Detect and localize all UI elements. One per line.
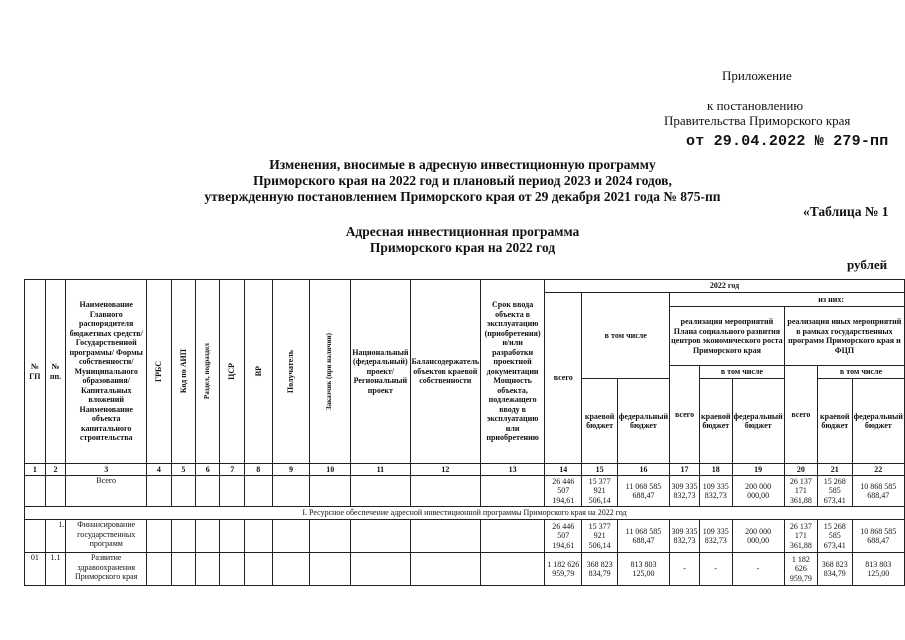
row-total-c22: 10 868 585 688,47 <box>852 476 904 507</box>
to-decree-label: к постановлению <box>707 98 804 113</box>
row-health-c14: 1 182 626 959,79 <box>545 553 582 586</box>
row-fin-c17: 309 335 832,73 <box>670 520 700 553</box>
header-section-text: Раздел, подраздел <box>203 343 211 400</box>
col-num: 1 <box>25 464 46 476</box>
row-total-c21: 15 268 585 673,41 <box>818 476 853 507</box>
header-regional-18: краевой бюджет <box>700 379 732 464</box>
title-line-3: утвержденную постановлением Приморского края от 29 декабря 2021 года № 875-пп <box>204 189 721 204</box>
table-number: «Таблица № 1 <box>803 204 889 219</box>
header-regional-21: краевой бюджет <box>818 379 853 464</box>
table-row-section <box>25 507 905 520</box>
col-num: 17 <box>670 464 700 476</box>
row-total-c20: 26 137 171 361,88 <box>784 476 817 507</box>
row-total-c14: 26 446 507 194,61 <box>545 476 582 507</box>
row-health-name: Развитие здравоохранения Приморского края <box>66 553 147 586</box>
header-recipient <box>272 280 310 464</box>
table-row-financing <box>25 520 905 553</box>
header-customer <box>310 280 351 464</box>
row-health-c18: - <box>700 553 732 586</box>
header-plan-total: всего <box>670 366 700 464</box>
row-health-c20: 1 182 626 959,79 <box>784 553 817 586</box>
header-recipient-text: Получатель <box>286 349 296 394</box>
col-num: 10 <box>310 464 351 476</box>
row-fin-c15: 15 377 921 506,14 <box>582 520 617 553</box>
title-line-2: Приморского края на 2022 год и плановый период 2023 и 2024 годов, <box>253 173 672 188</box>
header-regional-15: краевой бюджет <box>582 379 617 464</box>
header-grbs <box>147 280 171 464</box>
header-federal-16: федеральный бюджет <box>617 379 669 464</box>
row-fin-c18: 109 335 832,73 <box>700 520 732 553</box>
header-of-them: из них: <box>670 293 905 307</box>
row-total-c18: 109 335 832,73 <box>700 476 732 507</box>
header-name: Наименование Главного распорядителя бюджетных средств/Государственной программы/ Формы собственности/Муниципального образования/Капитальных вложений Наименование объекта капитального строительства <box>66 280 147 464</box>
decree-stamp: от 29.04.2022 № 279-пп <box>686 133 889 150</box>
row-health-pp: 1.1 <box>45 553 66 586</box>
column-number-row <box>25 464 905 476</box>
row-total-c19: 200 000 000,00 <box>732 476 784 507</box>
row-fin-name: Финансирование государственных программ <box>66 520 147 553</box>
header-grbs-text: ГРБС <box>154 361 164 382</box>
subtitle-line-1: Адресная инвестиционная программа <box>345 224 580 239</box>
col-num: 6 <box>196 464 220 476</box>
row-total-c17: 309 335 832,73 <box>670 476 700 507</box>
row-health-c19: - <box>732 553 784 586</box>
row-health-c22: 813 803 125,00 <box>852 553 904 586</box>
col-num: 2 <box>45 464 66 476</box>
row-fin-c14: 26 446 507 194,61 <box>545 520 582 553</box>
row-fin-pp: 1. <box>45 520 66 553</box>
header-balance-holder: Балансодержатель объектов краевой собственности <box>410 280 481 464</box>
header-aip-code <box>171 280 195 464</box>
col-num: 11 <box>351 464 410 476</box>
header-vr <box>244 280 272 464</box>
row-total-name: Всего <box>66 476 147 507</box>
col-num: 20 <box>784 464 817 476</box>
col-num: 22 <box>852 464 904 476</box>
section-heading: I. Ресурсное обеспечение адресной инвестиционной программы Приморского края на 2022 год <box>25 507 905 520</box>
table-row-total <box>25 476 905 507</box>
row-total-c16: 11 068 585 688,47 <box>617 476 669 507</box>
header-plan-impl: реализация мероприятий Плана социального развития центров экономического роста Приморского края <box>670 307 785 366</box>
investment-program-table <box>24 279 905 586</box>
col-num: 7 <box>220 464 244 476</box>
header-other-total: всего <box>784 366 817 464</box>
col-num: 15 <box>582 464 617 476</box>
col-num: 8 <box>244 464 272 476</box>
row-fin-c21: 15 268 585 673,41 <box>818 520 853 553</box>
col-num: 5 <box>171 464 195 476</box>
header-vr-text: ВР <box>253 366 263 377</box>
header-plan-including: в том числе <box>700 366 785 379</box>
col-num: 14 <box>545 464 582 476</box>
col-num: 21 <box>818 464 853 476</box>
col-num: 9 <box>272 464 310 476</box>
header-including: в том числе <box>582 293 670 379</box>
header-total: всего <box>545 293 582 464</box>
col-num: 19 <box>732 464 784 476</box>
col-num: 16 <box>617 464 669 476</box>
header-no-pp: № пп. <box>45 280 66 464</box>
col-num: 4 <box>147 464 171 476</box>
header-csr-text: ЦСР <box>227 363 237 380</box>
government-label: Правительства Приморского края <box>664 113 851 128</box>
header-year: 2022 год <box>545 280 905 293</box>
subtitle-line-2: Приморского края на 2022 год <box>369 240 556 255</box>
header-federal-22: федеральный бюджет <box>852 379 904 464</box>
col-num: 12 <box>410 464 481 476</box>
header-other-impl: реализация иных мероприятий в рамках государственных программ Приморского края и ФЦП <box>784 307 904 366</box>
col-num: 3 <box>66 464 147 476</box>
unit-label: рублей <box>847 257 888 272</box>
table-row-health <box>25 553 905 586</box>
header-csr <box>220 280 244 464</box>
row-fin-c22: 10 868 585 688,47 <box>852 520 904 553</box>
header-section <box>196 280 220 464</box>
row-fin-c16: 11 068 585 688,47 <box>617 520 669 553</box>
header-national-project: Национальный (федеральный) проект/ Региональный проект <box>351 280 410 464</box>
header-deadline: Срок ввода объекта в эксплуатацию (приобретения) и/или разработки проектной документации Мощность объекта, подлежащего вводу в эксплуатацию или приобретению <box>481 280 545 464</box>
col-num: 18 <box>700 464 732 476</box>
header-federal-19: федеральный бюджет <box>732 379 784 464</box>
row-fin-c20: 26 137 171 361,88 <box>784 520 817 553</box>
col-num: 13 <box>481 464 545 476</box>
row-health-c17: - <box>670 553 700 586</box>
header-customer-text: Заказчик (при наличии) <box>325 333 334 410</box>
header-aip-code-text: Код по АИП <box>178 349 188 394</box>
row-fin-c19: 200 000 000,00 <box>732 520 784 553</box>
header-no-gp: № ГП <box>25 280 46 464</box>
appendix-label: Приложение <box>722 68 792 83</box>
row-total-c15: 15 377 921 506,14 <box>582 476 617 507</box>
row-health-c16: 813 803 125,00 <box>617 553 669 586</box>
row-health-c21: 368 823 834,79 <box>818 553 853 586</box>
row-health-c15: 368 823 834,79 <box>582 553 617 586</box>
title-line-1: Изменения, вносимые в адресную инвестиционную программу <box>269 157 656 172</box>
header-other-including: в том числе <box>818 366 905 379</box>
row-health-gp: 01 <box>25 553 46 586</box>
